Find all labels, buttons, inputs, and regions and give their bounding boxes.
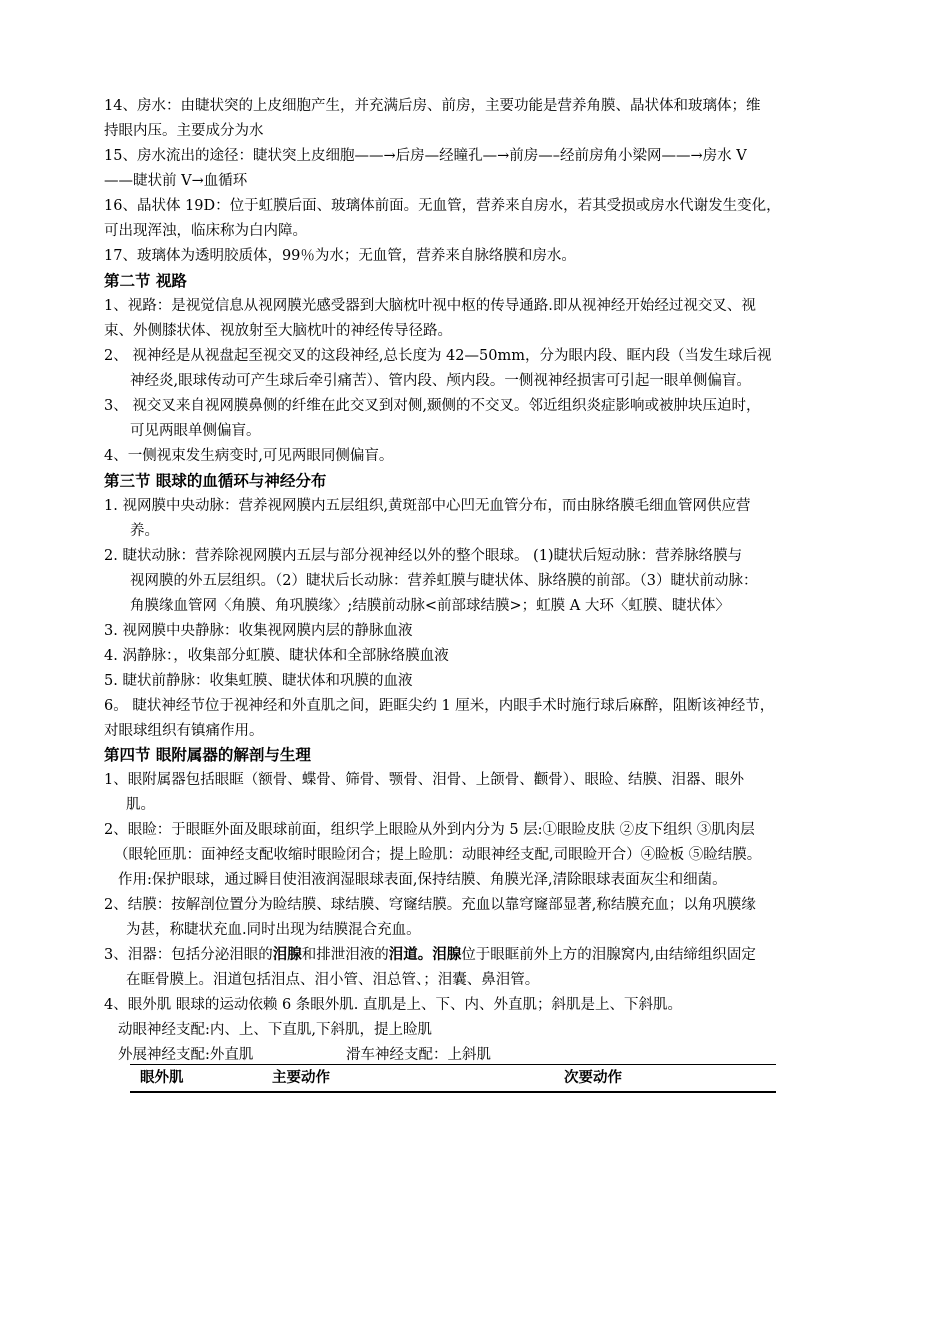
- s2-item4: 4、一侧视束发生病变时,可见两眼同侧偏盲。: [104, 448, 394, 464]
- s4-item2-line2: （眼轮匝肌：面神经支配收缩时眼睑闭合；提上睑肌：动眼神经支配,司眼睑开合）④睑板 ⑤睑结膜。: [114, 847, 762, 863]
- s4-nerve-trochlear: 滑车神经支配：上斜肌: [346, 1047, 491, 1063]
- s3-item6-line1: 6。 睫状神经节位于视神经和外直肌之间，距眶尖约 1 厘米，内眼手术时施行球后麻醉，阻断该神经节，: [104, 698, 775, 714]
- item-14-line2: 持眼内压。主要成分为水: [104, 123, 264, 139]
- s2-item2-line1: 2、 视神经是从视盘起至视交叉的这段神经,总长度为 42—50mm，分为眼内段、眶内段（当发生球后视: [104, 348, 772, 364]
- s2-item3-line2: 可见两眼单侧偏盲。: [130, 423, 261, 439]
- table-header-secondary: 次要动作: [564, 1069, 622, 1086]
- s4-item4-text3: 位于眼眶前外上方的泪腺窝内,由结缔组织固定: [461, 947, 756, 963]
- s3-item5: 5. 睫状前静脉：收集虹膜、睫状体和巩膜的血液: [104, 673, 413, 689]
- s3-item2-line1: 2. 睫状动脉：营养除视网膜内五层与部分视神经以外的整个眼球。 (1)睫状后短动脉：营养脉络膜与: [104, 548, 743, 564]
- s4-item4-line1: [104, 945, 756, 965]
- s4-nerve-abducens: 外展神经支配:外直肌: [118, 1047, 254, 1063]
- s4-item4-bold2: 泪道。泪腺: [388, 946, 462, 963]
- table-header-primary: 主要动作: [272, 1069, 330, 1086]
- s2-item1-line2: 束、外侧膝状体、视放射至大脑枕叶的神经传导径路。: [104, 323, 452, 339]
- s4-item3-line1: 2、结膜：按解剖位置分为睑结膜、球结膜、穹窿结膜。充血以靠穹窿部显著,称结膜充血；以角巩膜缘: [104, 897, 756, 913]
- s4-item1-line1: 1、眼附属器包括眼眶（额骨、蝶骨、筛骨、颚骨、泪骨、上颌骨、颧骨）、眼睑、结膜、泪器、眼外: [104, 772, 744, 788]
- item-15-line1: 15、房水流出的途径：睫状突上皮细胞——→后房—经瞳孔—→前房—–经前房角小梁网——→房水 V: [104, 148, 747, 164]
- s4-item3-line2: 为甚，称睫状充血.同时出现为结膜混合充血。: [126, 922, 421, 938]
- item-17: 17、玻璃体为透明胶质体，99％为水；无血管，营养来自脉络膜和房水。: [104, 248, 576, 264]
- s4-item1-line2: 肌。: [126, 797, 155, 813]
- s4-item4-bold1: 泪腺: [272, 946, 302, 963]
- section-2-heading: 第二节 视路: [104, 271, 187, 290]
- s3-item1-line1: 1. 视网膜中央动脉：营养视网膜内五层组织,黄斑部中心凹无血管分布，而由脉络膜毛细血管网供应营: [104, 498, 751, 514]
- section-4-heading: 第四节 眼附属器的解剖与生理: [104, 745, 311, 764]
- item-16-line1: 16、晶状体 19D：位于虹膜后面、玻璃体前面。无血管，营养来自房水，若其受损或房水代谢发生变化，: [104, 198, 781, 214]
- item-15-line2: ——睫状前 V→血循环: [104, 173, 248, 189]
- s2-item2-line2: 神经炎,眼球传动可产生球后牵引痛苦）、管内段、颅内段。一侧视神经损害可引起一眼单侧偏盲。: [130, 373, 751, 389]
- s4-nerve-oculomotor: 动眼神经支配:内、上、下直肌,下斜肌，提上睑肌: [118, 1022, 432, 1038]
- item-14-line1: 14、房水：由睫状突的上皮细胞产生，并充满后房、前房，主要功能是营养角膜、晶状体和玻璃体；维: [104, 98, 761, 114]
- s4-item2-line3: 作用:保护眼球，通过瞬目使泪液润湿眼球表面,保持结膜、角膜光泽,清除眼球表面灰尘和细菌。: [118, 872, 727, 888]
- s4-item5: 4、眼外肌 眼球的运动依赖 6 条眼外肌. 直肌是上、下、内、外直肌；斜肌是上、下斜肌。: [104, 997, 682, 1013]
- s3-item4: 4. 涡静脉：，收集部分虹膜、睫状体和全部脉络膜血液: [104, 648, 449, 664]
- s3-item2-line2: 视网膜的外五层组织。（2）睫状后长动脉：营养虹膜与睫状体、脉络膜的前部。（3）睫状前动脉：: [130, 573, 758, 589]
- s3-item2-line3: 角膜缘血管网〈角膜、角巩膜缘〉;结膜前动脉<前部球结膜>；虹膜 A 大环〈虹膜、睫状体〉: [130, 598, 730, 614]
- s2-item3-line1: 3、 视交叉来自视网膜鼻侧的纤维在此交叉到对侧,颞侧的不交叉。邻近组织炎症影响或被肿块压迫时，: [104, 398, 761, 414]
- s4-item4-text2: 和排泄泪液的: [301, 947, 389, 963]
- muscle-table-header: [130, 1064, 776, 1093]
- s3-item1-line2: 养。: [130, 523, 159, 539]
- s4-item2-line1: 2、眼睑：于眼眶外面及眼球前面，组织学上眼睑从外到内分为 5 层:①眼睑皮肤 ②皮下组织 ③肌肉层: [104, 822, 755, 838]
- s4-item4-text1: 3、泪器：包括分泌泪眼的: [104, 947, 273, 963]
- s3-item3: 3. 视网膜中央静脉：收集视网膜内层的静脉血液: [104, 623, 413, 639]
- s4-item4-line2: 在眶骨膜上。泪道包括泪点、泪小管、泪总管、；泪囊、鼻泪管。: [126, 972, 540, 988]
- item-16-line2: 可出现浑浊，临床称为白内障。: [104, 223, 307, 239]
- s2-item1-line1: 1、视路：是视觉信息从视网膜光感受器到大脑枕叶视中枢的传导通路.即从视神经开始经过视交叉、视: [104, 298, 756, 314]
- section-3-heading: 第三节 眼球的血循环与神经分布: [104, 471, 327, 490]
- table-header-muscle: 眼外肌: [140, 1069, 184, 1086]
- s3-item6-line2: 对眼球组织有镇痛作用。: [104, 723, 264, 739]
